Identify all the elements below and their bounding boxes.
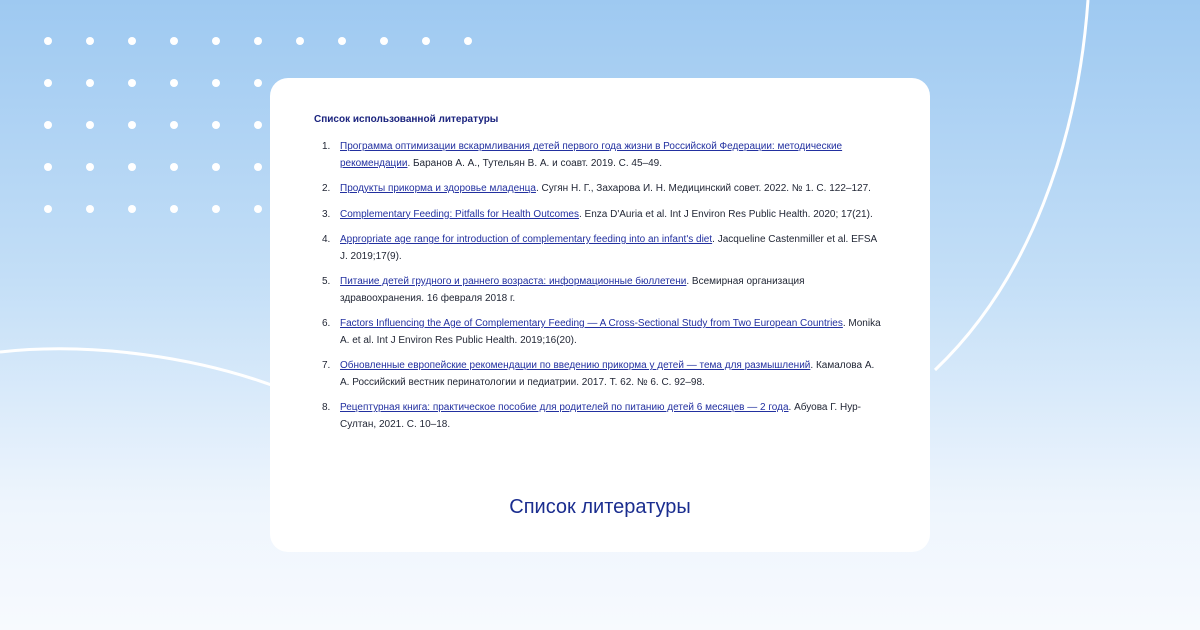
reference-citation: . Сугян Н. Г., Захарова И. Н. Медицинский совет. 2022. № 1. С. 122–127. bbox=[535, 183, 871, 194]
decor-dot bbox=[422, 37, 430, 45]
reference-link[interactable]: Программа оптимизации вскармливания детей первого года жизни в Российской Федерации: методические рекомендации bbox=[340, 141, 843, 169]
decor-dot bbox=[212, 205, 220, 213]
decor-dot bbox=[212, 37, 220, 45]
reference-number: 5. bbox=[322, 276, 331, 287]
reference-item bbox=[322, 400, 882, 433]
decor-dot bbox=[128, 121, 136, 129]
reference-item bbox=[322, 274, 882, 307]
reference-link[interactable]: Complementary Feeding: Pitfalls for Health Outcomes bbox=[340, 208, 579, 220]
reference-link[interactable]: Рецептурная книга: практическое пособие для родителей по питанию детей 6 месяцев — 2 года bbox=[340, 402, 789, 413]
decor-dot bbox=[254, 79, 262, 87]
reference-link[interactable]: Обновленные европейские рекомендации по введению прикорма у детей — тема для размышлений bbox=[340, 360, 811, 371]
decor-dot bbox=[128, 79, 136, 87]
reference-citation: . Jacqueline Castenmiller et al. EFSA J. 2019;17(9). bbox=[340, 234, 877, 262]
decor-dot bbox=[212, 121, 220, 129]
decor-dot bbox=[128, 163, 136, 171]
reference-number: 7. bbox=[322, 360, 331, 371]
decor-dot bbox=[44, 121, 52, 129]
decor-dot bbox=[254, 37, 262, 45]
decor-dot bbox=[44, 37, 52, 45]
decor-dot bbox=[254, 163, 262, 171]
references-list bbox=[322, 139, 882, 442]
decor-dot bbox=[170, 163, 178, 171]
decor-dot bbox=[338, 37, 346, 45]
decor-dot bbox=[44, 79, 52, 87]
reference-number: 8. bbox=[322, 402, 331, 413]
decor-dot bbox=[464, 37, 472, 45]
reference-citation: . Абуова Г. Нур-Султан, 2021. С. 10–18. bbox=[340, 402, 861, 430]
wave-line-left bbox=[0, 349, 290, 392]
reference-number: 2. bbox=[322, 183, 331, 194]
decor-dot bbox=[86, 163, 94, 171]
decor-dot bbox=[86, 121, 94, 129]
decor-dot bbox=[170, 79, 178, 87]
decor-dot bbox=[254, 121, 262, 129]
decor-dot bbox=[170, 121, 178, 129]
decor-dot bbox=[212, 163, 220, 171]
decor-dot bbox=[170, 37, 178, 45]
references-caption: Список литературы bbox=[509, 496, 691, 518]
decor-dot bbox=[86, 205, 94, 213]
reference-number: 4. bbox=[322, 234, 331, 245]
references-heading: Список использованной литературы bbox=[314, 114, 499, 125]
reference-item bbox=[322, 181, 882, 198]
decor-dot bbox=[212, 79, 220, 87]
references-card bbox=[270, 78, 930, 552]
reference-link[interactable]: Продукты прикорма и здоровье младенца bbox=[340, 183, 536, 194]
decor-dot bbox=[170, 205, 178, 213]
reference-number: 3. bbox=[322, 208, 331, 220]
reference-citation: . Всемирная организация здравоохранения. 16 февраля 2018 г. bbox=[340, 276, 805, 304]
reference-citation: . Камалова А. А. Российский вестник перинатологии и педиатрии. 2017. Т. 62. № 6. С. 92–98. bbox=[340, 360, 875, 388]
reference-citation: . Enza D'Auria et al. Int J Environ Res Public Health. 2020; 17(21). bbox=[579, 208, 873, 220]
decor-dot bbox=[128, 37, 136, 45]
decor-dot bbox=[86, 79, 94, 87]
reference-number: 6. bbox=[322, 318, 331, 329]
reference-item bbox=[322, 232, 882, 265]
reference-citation: . Баранов А. А., Тутельян В. А. и соавт. 2019. С. 45–49. bbox=[407, 157, 662, 169]
decor-dot bbox=[296, 37, 304, 45]
reference-item bbox=[322, 316, 882, 349]
decor-dot bbox=[128, 205, 136, 213]
reference-link[interactable]: Appropriate age range for introduction of complementary feeding into an infant's diet bbox=[340, 234, 713, 245]
reference-item bbox=[322, 207, 882, 224]
decor-dot bbox=[254, 205, 262, 213]
reference-link[interactable]: Питание детей грудного и раннего возраста: информационные бюллетени bbox=[340, 276, 687, 287]
decor-dot bbox=[44, 205, 52, 213]
reference-citation: . Monika A. et al. Int J Environ Res Public Health. 2019;16(20). bbox=[340, 318, 881, 346]
reference-number: 1. bbox=[322, 141, 331, 152]
reference-item bbox=[322, 358, 882, 391]
decor-dot bbox=[44, 163, 52, 171]
wave-line-right bbox=[935, 0, 1088, 370]
decor-dot bbox=[380, 37, 388, 45]
decor-dot bbox=[86, 37, 94, 45]
reference-link[interactable]: Factors Influencing the Age of Complementary Feeding — A Cross-Sectional Study from Two European Countries bbox=[340, 318, 843, 329]
reference-item bbox=[322, 139, 882, 172]
